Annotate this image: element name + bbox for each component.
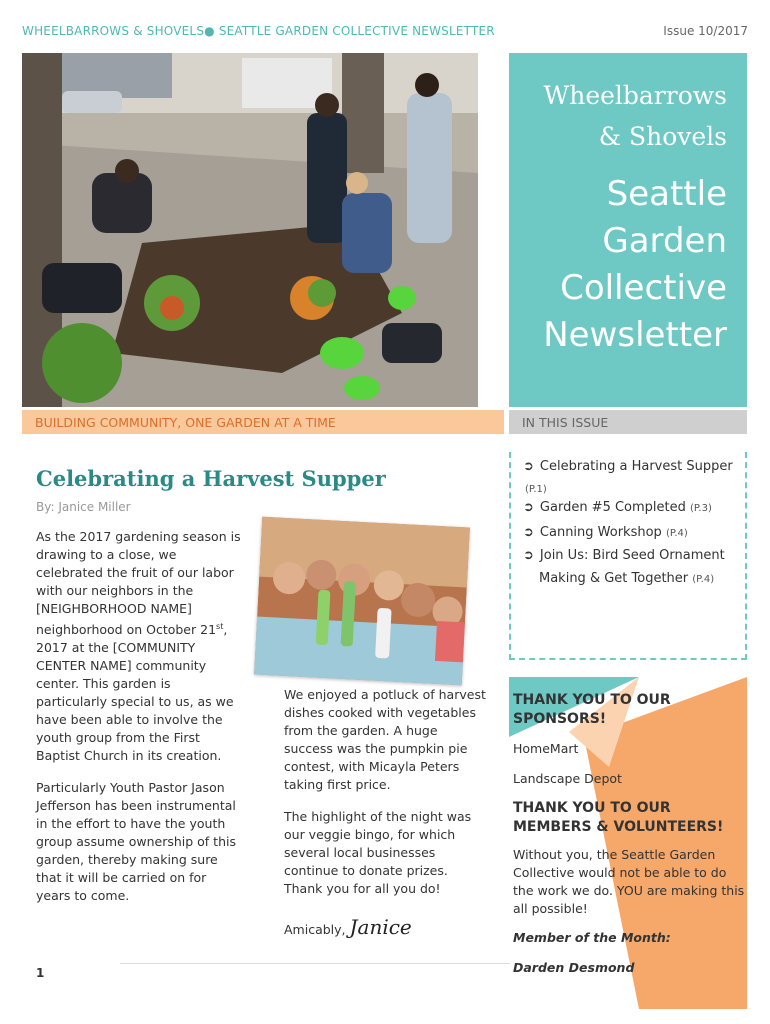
sponsor-item: HomeMart xyxy=(513,741,579,756)
masthead xyxy=(509,53,747,407)
sponsors-panel xyxy=(509,677,747,1009)
running-header: WHEELBARROWS & SHOVELS● SEATTLE GARDEN COLLECTIVE NEWSLETTER xyxy=(22,24,495,38)
toc-page: (P.4) xyxy=(692,574,715,585)
toc-page: (P.4) xyxy=(665,528,688,539)
toc-page: (P.3) xyxy=(690,503,712,514)
toc-label: Join Us: Bird Seed Ornament xyxy=(539,548,725,563)
dinner-photo-illustration xyxy=(254,517,470,686)
masthead-line2: & Shovels xyxy=(598,122,727,151)
paragraph: We enjoyed a potluck of harvest dishes cooked with vegetables from the garden. A huge success was the pumpkin pie contest, with Micayla Peters taking first price. xyxy=(284,687,486,792)
toc-item-continued: Making & Get Together (P.4) xyxy=(539,571,715,586)
garden-photo-illustration xyxy=(22,53,478,407)
toc-item[interactable] xyxy=(523,496,712,520)
signoff: Amicably, Janice xyxy=(284,915,412,939)
masthead-subtitle xyxy=(544,75,727,157)
toc-label: Canning Workshop xyxy=(539,525,662,540)
toc-label: Garden #5 Completed xyxy=(539,500,686,515)
toc-item[interactable] xyxy=(523,544,725,567)
members-text: Without you, the Seattle Garden Collective would not be able to do the work we do. YOU are making this all possible! xyxy=(513,847,745,916)
masthead-title-line: Collective xyxy=(560,268,727,308)
member-of-month-name: Darden Desmond xyxy=(513,960,635,975)
tagline-band: BUILDING COMMUNITY, ONE GARDEN AT A TIME xyxy=(22,410,504,434)
arrow-icon: ➲ xyxy=(523,459,534,474)
member-of-month-label: Member of the Month: xyxy=(513,930,671,945)
hero-photo xyxy=(22,53,478,407)
byline: By: Janice Miller xyxy=(36,500,131,514)
article-column-left xyxy=(36,528,241,919)
issue-number: Issue 10/2017 xyxy=(663,24,748,38)
signature: Janice xyxy=(349,915,412,939)
toc-item[interactable] xyxy=(523,455,733,478)
paragraph: As the 2017 gardening season is drawing to a close, we celebrated the fruit of our labor with our neighbors in the [NEIGHBORHOOD NAME] neighborhood on October 21st, 2017 at the [COMMUNITY CENTER NAME] community center. This garden is particularly special to us, as we have been able to involve the youth group from the First Baptist Church in its creation. xyxy=(36,529,241,764)
masthead-title-line: Garden xyxy=(602,221,727,261)
paragraph: Particularly Youth Pastor Jason Jefferson has been instrumental in the effort to have the youth group assume ownership of this garden, thereby making sure that it will be carried on for years to come. xyxy=(36,780,236,904)
arrow-icon: ➲ xyxy=(523,525,534,540)
footer-rule xyxy=(120,963,510,964)
masthead-title-line: Seattle xyxy=(606,174,727,214)
page-number: 1 xyxy=(36,966,45,980)
sponsor-item: Landscape Depot xyxy=(513,771,622,786)
arrow-icon: ➲ xyxy=(523,548,534,563)
article-title: Celebrating a Harvest Supper xyxy=(36,466,386,491)
supper-photo xyxy=(254,517,470,686)
toc-page: (P.1) xyxy=(525,484,547,495)
in-this-issue-band: IN THIS ISSUE xyxy=(509,410,747,434)
article-column-right xyxy=(284,686,489,953)
paragraph: The highlight of the night was our veggie bingo, for which several local businesses continue to donate prizes. Thank you for all you do! xyxy=(284,809,472,896)
table-of-contents xyxy=(509,452,747,660)
sponsors-heading: THANK YOU TO OUR SPONSORS! xyxy=(513,692,671,727)
masthead-title xyxy=(543,171,727,359)
masthead-line1: Wheelbarrows xyxy=(543,81,727,110)
toc-label: Celebrating a Harvest Supper xyxy=(539,459,733,474)
toc-item[interactable] xyxy=(523,521,688,545)
arrow-icon: ➲ xyxy=(523,500,534,515)
masthead-title-line: Newsletter xyxy=(543,315,727,355)
members-heading: THANK YOU TO OUR MEMBERS & VOLUNTEERS! xyxy=(513,800,724,835)
